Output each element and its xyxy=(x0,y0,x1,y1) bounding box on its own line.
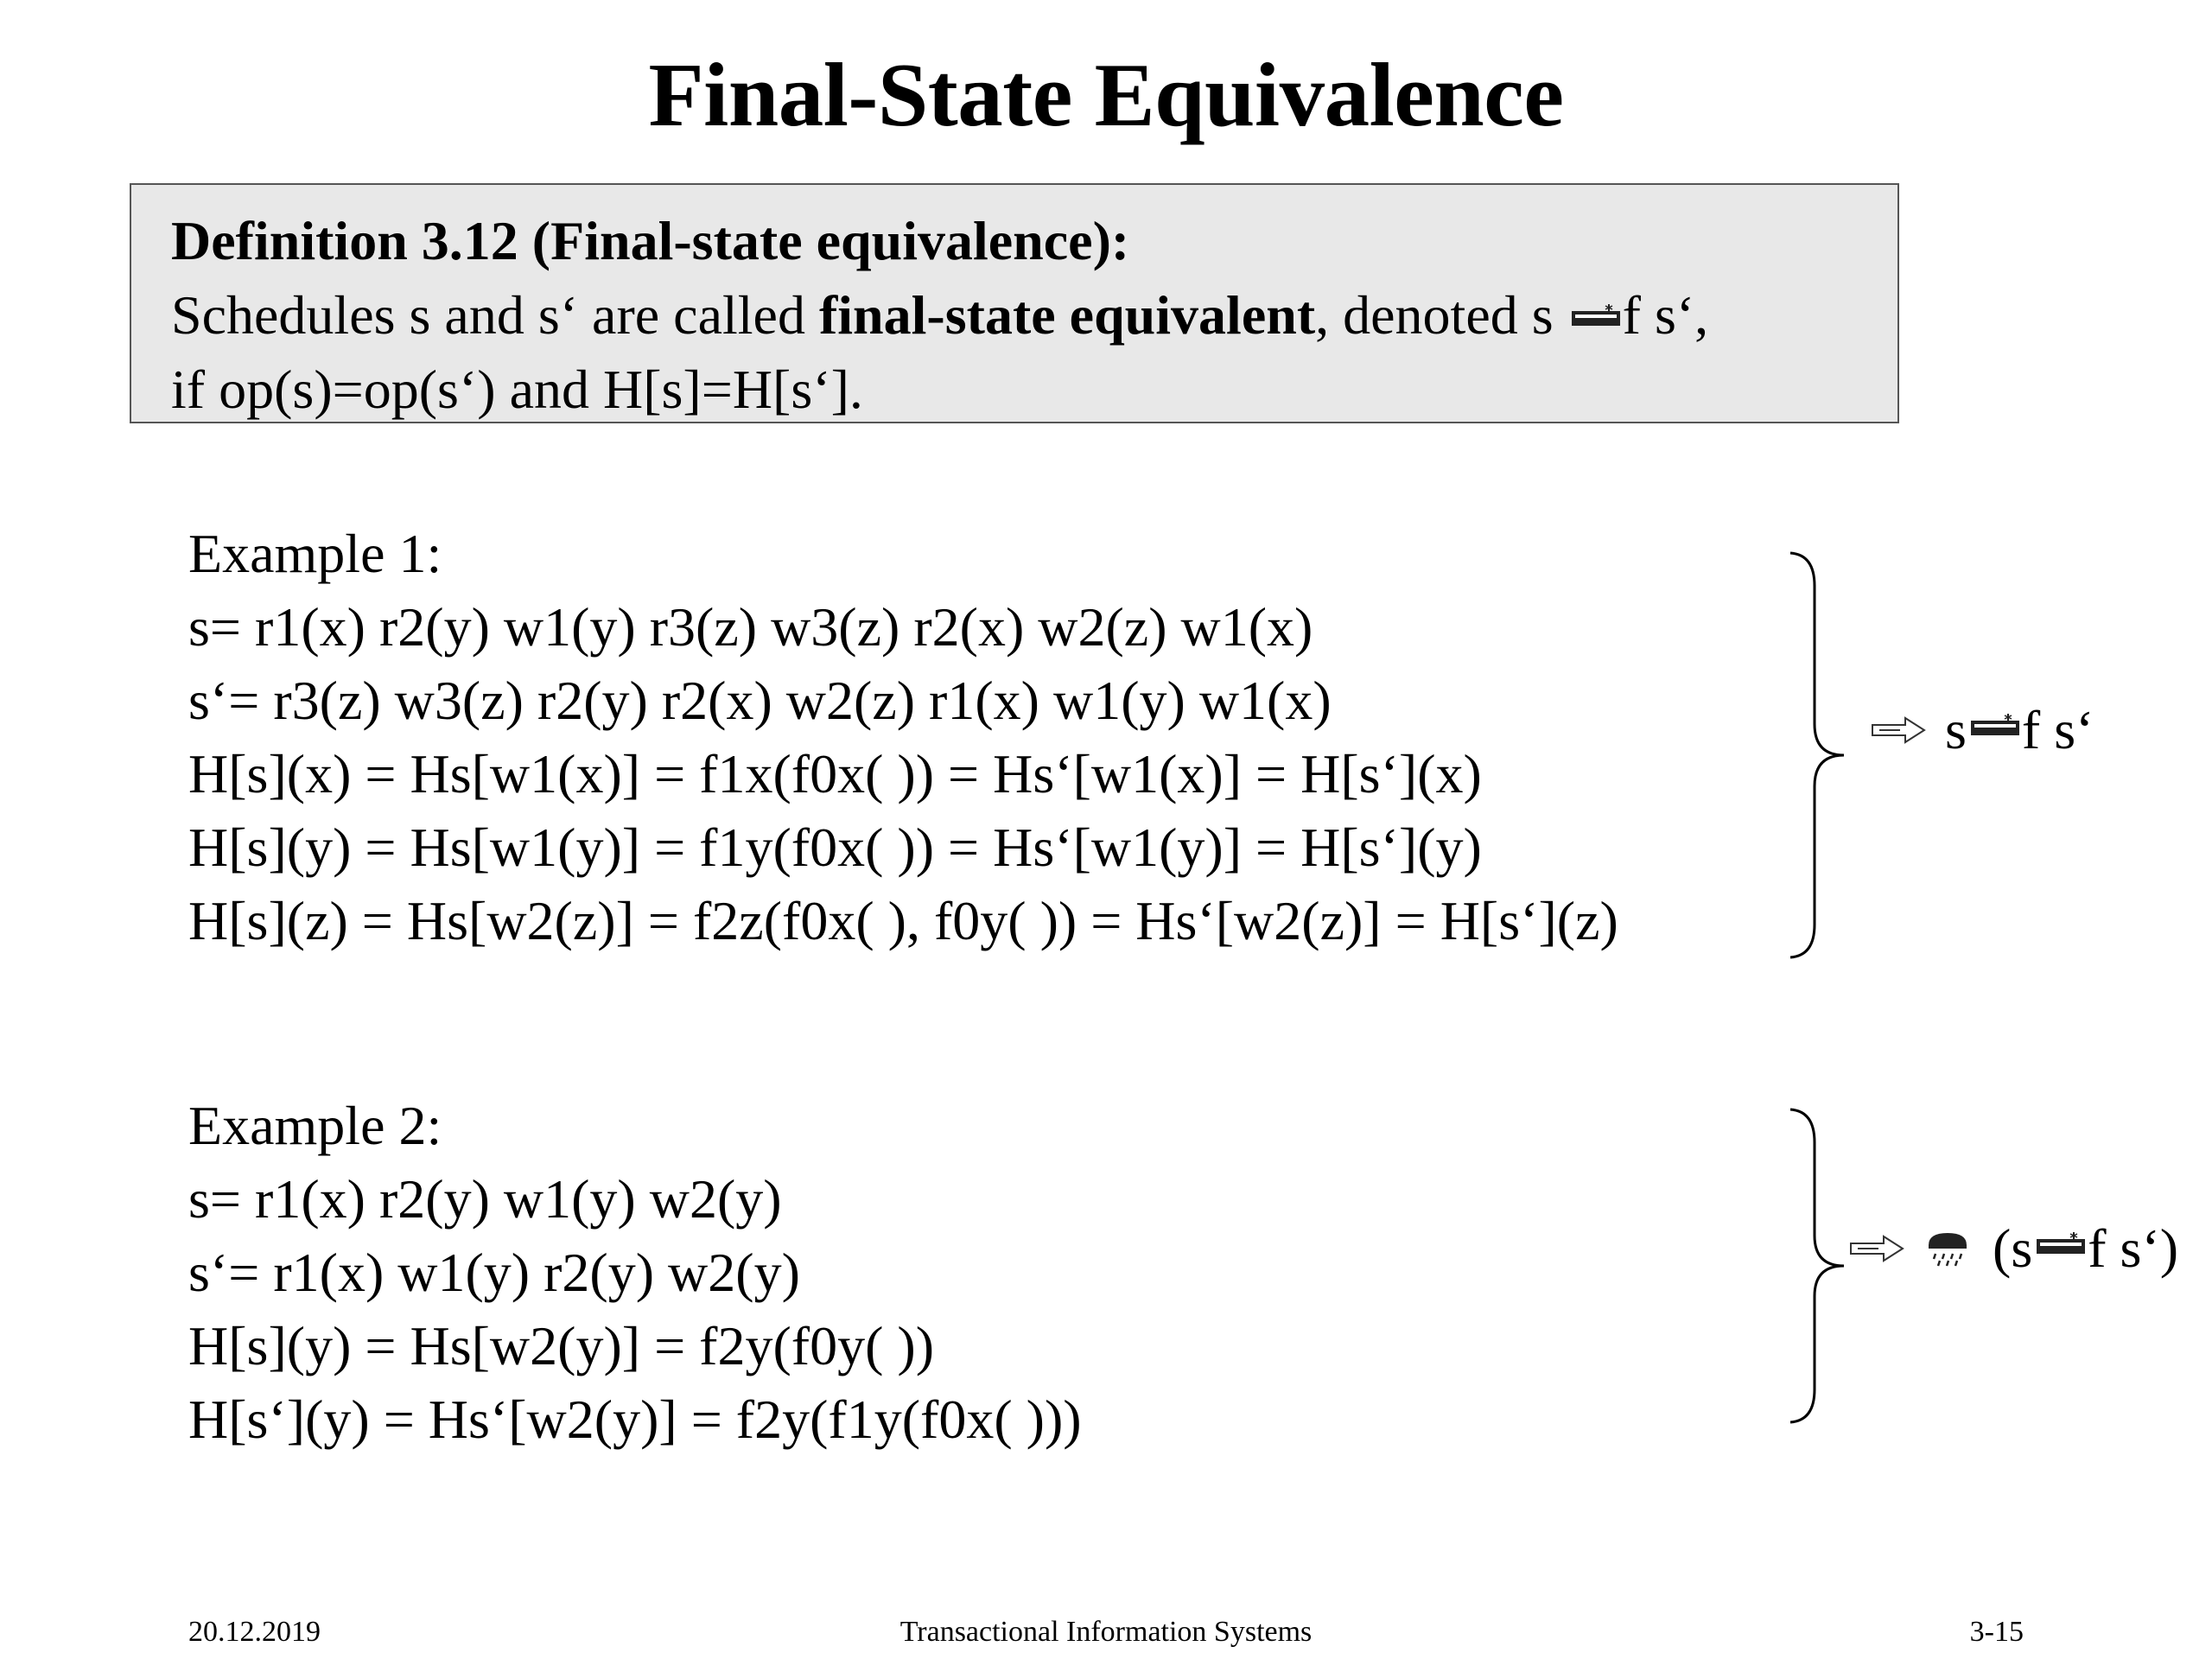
example-2-line: s= r1(x) r2(y) w1(y) w2(y) xyxy=(188,1168,782,1230)
definition-heading: Definition 3.12 (Final-state equivalence): xyxy=(171,210,1130,271)
example-1-line: H[s](x) = Hs[w1(x)] = f1x(f0x( )) = Hs‘[w1(x)] = H[s‘](x) xyxy=(188,743,1482,804)
definition-term: final-state equivalent xyxy=(818,284,1316,346)
example-2 xyxy=(188,1089,1082,1456)
example-2-brace xyxy=(1782,1108,1851,1424)
footer-course: Transactional Information Systems xyxy=(899,1616,1313,1648)
example-2-heading: Example 2: xyxy=(188,1095,442,1156)
implies-arrow-icon xyxy=(1871,715,1926,746)
example-1-line: H[s](z) = Hs[w2(z)] = f2z(f0x( ), f0y( )) = Hs‘[w2(z)] = H[s‘](z) xyxy=(188,890,1618,951)
example-1-conclusion-post: f s‘ xyxy=(2021,699,2094,760)
example-1-heading: Example 1: xyxy=(188,523,442,584)
example-2-conclusion xyxy=(1849,1217,2178,1281)
equivalence-symbol-icon xyxy=(1571,304,1621,327)
definition-text-mid: , denoted s xyxy=(1315,284,1567,346)
example-1 xyxy=(188,517,1618,957)
footer-date: 20.12.2019 xyxy=(188,1616,321,1648)
negation-icon xyxy=(1923,1230,1972,1268)
example-2-line: H[s‘](y) = Hs‘[w2(y)] = f2y(f1y(f0x( ))) xyxy=(188,1389,1082,1450)
equivalence-symbol-icon xyxy=(1970,714,2020,736)
example-2-line: s‘= r1(x) w1(y) r2(y) w2(y) xyxy=(188,1242,800,1303)
example-1-conclusion-pre: s xyxy=(1945,699,1967,760)
example-2-conclusion-pre: (s xyxy=(1993,1217,2033,1279)
definition-text-post: f s‘, xyxy=(1622,284,1709,346)
example-2-line: H[s](y) = Hs[w2(y)] = f2y(f0y( )) xyxy=(188,1315,935,1376)
definition-line-2 xyxy=(171,278,1897,353)
equivalence-symbol-icon xyxy=(2036,1232,2086,1255)
example-2-conclusion-post: f s‘) xyxy=(2088,1217,2179,1279)
definition-text-pre: Schedules s and s‘ are called xyxy=(171,284,819,346)
example-1-line: s= r1(x) r2(y) w1(y) r3(z) w3(z) r2(x) w2(z) w1(x) xyxy=(188,596,1313,658)
example-1-line: s‘= r3(z) w3(z) r2(y) r2(x) w2(z) r1(x) w1(y) w1(x) xyxy=(188,670,1332,731)
footer-page-number: 3-15 xyxy=(1969,1616,2024,1648)
definition-line-3: if op(s)=op(s‘) and H[s]=H[s‘]. xyxy=(171,359,863,420)
example-1-line: H[s](y) = Hs[w1(y)] = f1y(f0x( )) = Hs‘[w1(y)] = H[s‘](y) xyxy=(188,817,1482,878)
example-1-brace xyxy=(1782,551,1851,959)
slide-title: Final-State Equivalence xyxy=(648,44,1564,145)
implies-arrow-icon xyxy=(1849,1233,1904,1264)
example-1-conclusion xyxy=(1871,698,2094,762)
definition-box xyxy=(130,183,1899,423)
